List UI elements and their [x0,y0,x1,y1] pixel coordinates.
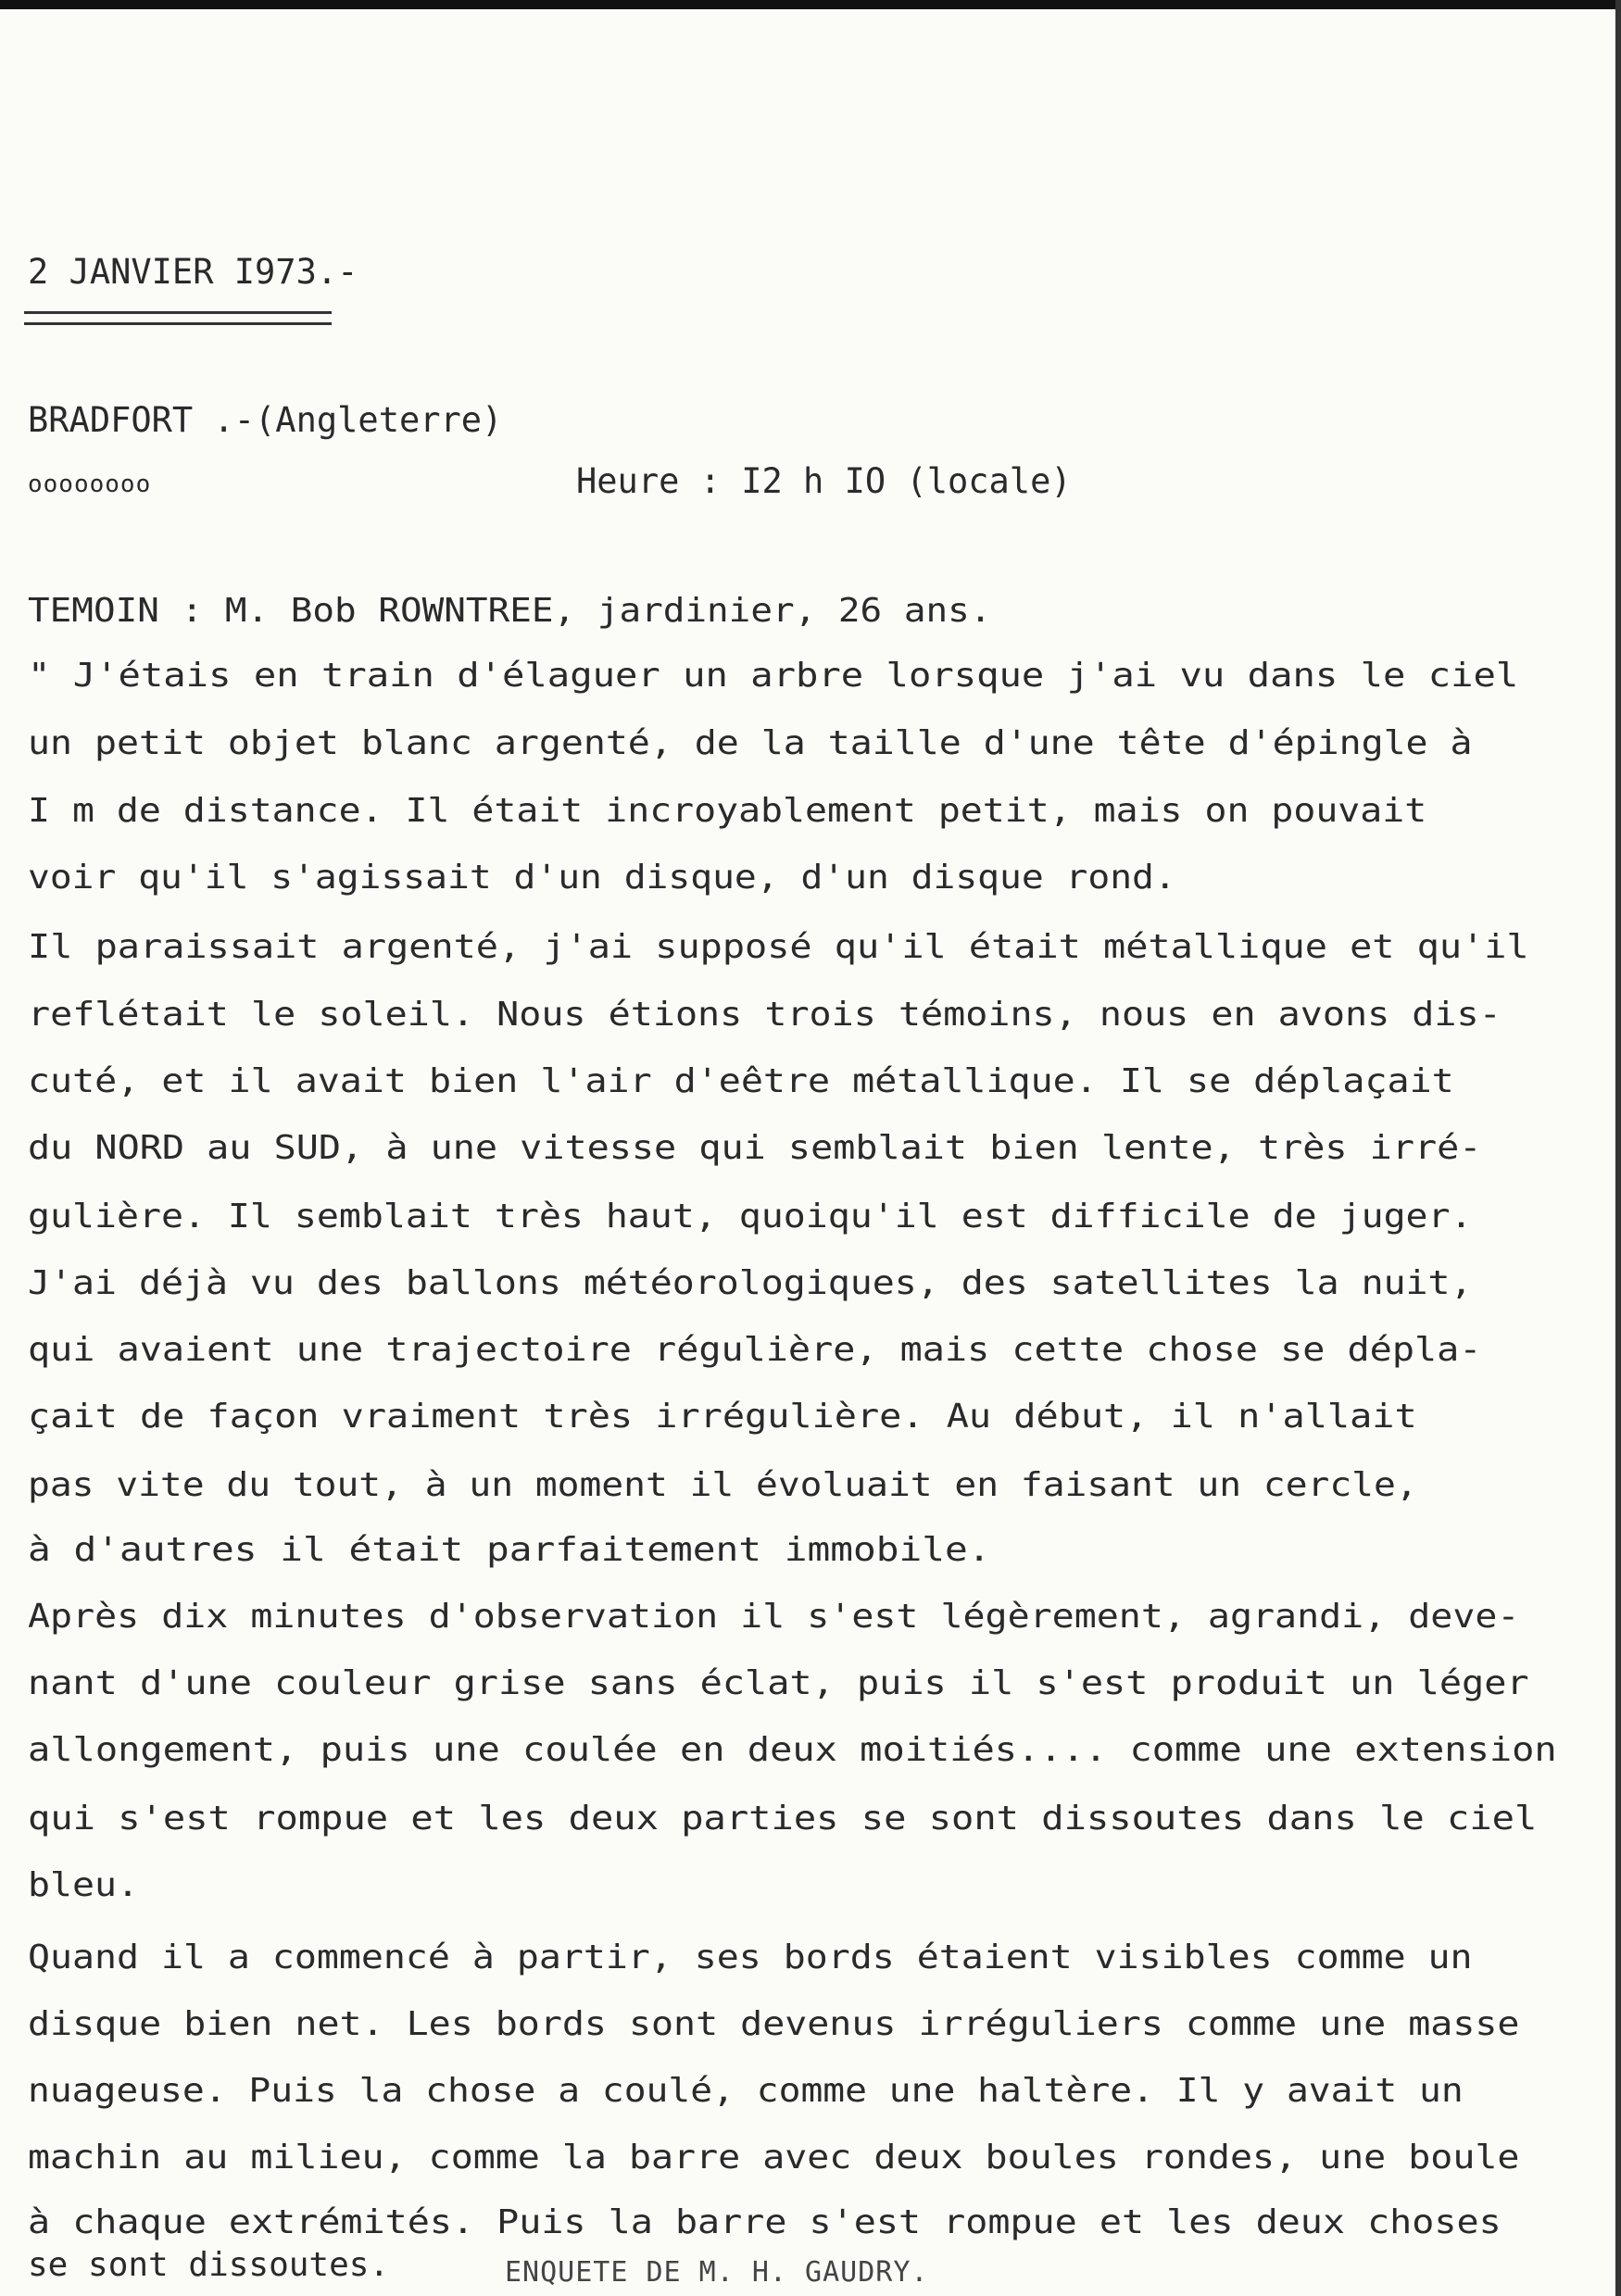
testimony-line: nuageuse. Puis la chose a coulé, comme une haltère. Il y avait un [28,2072,1464,2110]
testimony-line: du NORD au SUD, à une vitesse qui semblait bien lente, très irré- [28,1129,1482,1167]
report-time: Heure : I2 h IO (locale) [576,461,1072,501]
testimony-line: voir qu'il s'agissait d'un disque, d'un disque rond. [28,859,1176,897]
testimony-line: qui s'est rompue et les deux parties se sont dissoutes dans le ciel [28,1800,1538,1838]
testimony-line: gulière. Il semblait très haut, quoiqu'il est difficile de juger. [28,1198,1473,1236]
top-border [0,0,1621,9]
date-underline [24,311,332,325]
testimony-line: disque bien net. Les bords sont devenus irréguliers comme une masse [28,2005,1520,2043]
testimony-line: Après dix minutes d'observation il s'est légèrement, agrandi, deve- [28,1598,1520,1636]
testimony-line: qui avaient une trajectoire régulière, mais cette chose se dépla- [28,1331,1482,1369]
testimony-line: TEMOIN : M. Bob ROWNTREE, jardinier, 26 ans. [28,592,992,630]
testimony-line: cuté, et il avait bien l'air d'eêtre métallique. Il se déplaçait [28,1062,1454,1100]
testimony-line: allongement, puis une coulée en deux moitiés.... comme une extension [28,1731,1557,1769]
testimony-line: machin au milieu, comme la barre avec deux boules rondes, une boule [28,2139,1520,2177]
testimony-line: bleu. [28,1866,139,1904]
investigator-signature: ENQUETE DE M. H. GAUDRY. [505,2256,929,2289]
testimony-line: Il paraissait argenté, j'ai supposé qu'il était métallique et qu'il [28,928,1529,966]
testimony-line: pas vite du tout, à un moment il évoluait en faisant un cercle, [28,1466,1418,1504]
testimony-line: I m de distance. Il était incroyablement petit, mais on pouvait [28,792,1427,830]
testimony-line: J'ai déjà vu des ballons météorologiques, des satellites la nuit, [28,1264,1473,1302]
report-date: 2 JANVIER I973.- [28,252,358,292]
place-underline: oooooooo [28,470,152,498]
right-border [1615,0,1621,2296]
testimony-line: à d'autres il était parfaitement immobile. [28,1531,991,1569]
testimony-line: reflétait le soleil. Nous étions trois témoins, nous en avons dis- [28,996,1502,1034]
report-place: BRADFORT .-(Angleterre) [28,400,503,440]
testimony-line: nant d'une couleur grise sans éclat, puis il s'est produit un léger [28,1664,1529,1702]
testimony-line: çait de façon vraiment très irrégulière. Au début, il n'allait [28,1398,1417,1436]
testimony-line: " J'étais en train d'élaguer un arbre lorsque j'ai vu dans le ciel [28,657,1519,695]
testimony-line: un petit objet blanc argenté, de la taille d'une tête d'épingle à [28,724,1473,762]
testimony-line: à chaque extrémités. Puis la barre s'est rompue et les deux choses [28,2203,1502,2241]
testimony-line: se sont dissoutes. [28,2246,390,2284]
testimony-line: Quand il a commencé à partir, ses bords étaient visibles comme un [28,1938,1473,1976]
